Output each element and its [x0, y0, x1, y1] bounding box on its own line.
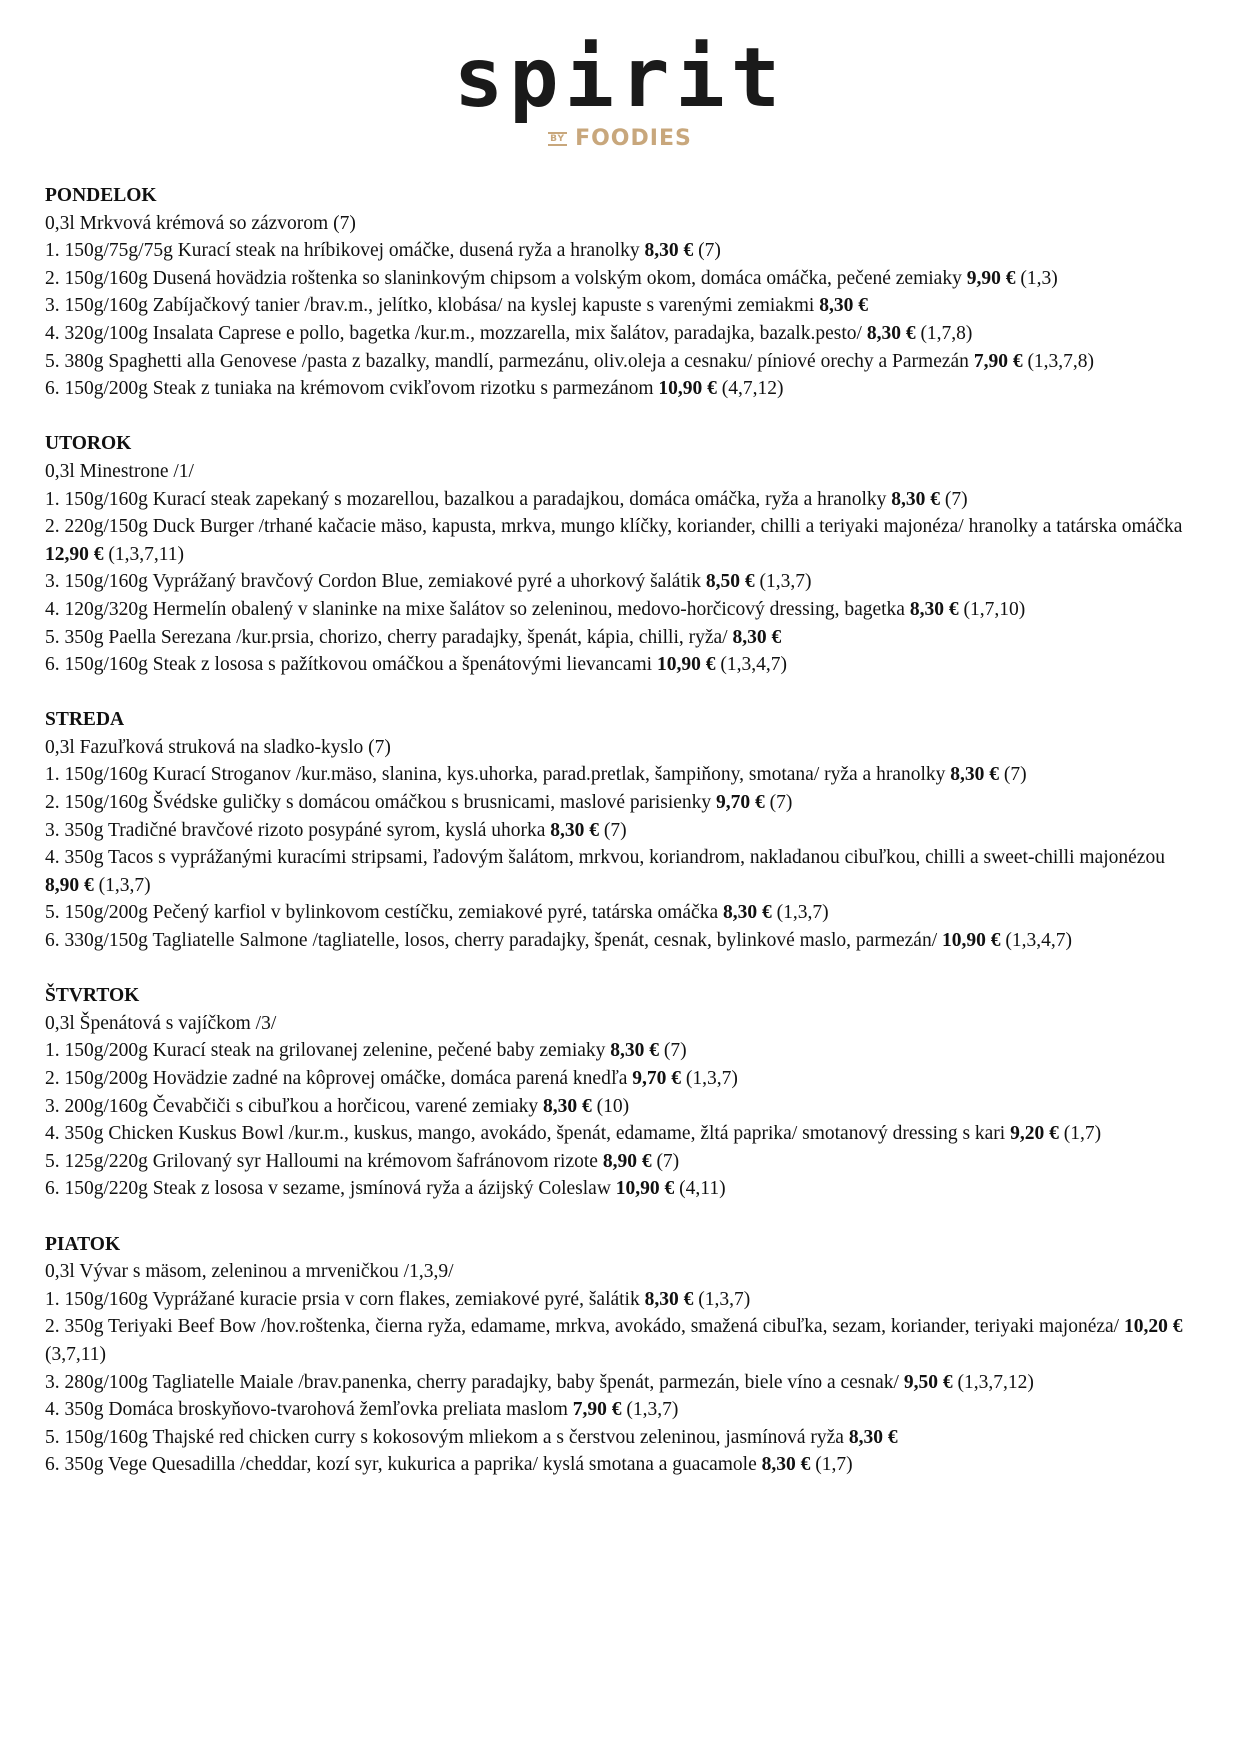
item-allergens: (1,3,7) [621, 1399, 679, 1421]
item-allergens: (7) [940, 488, 968, 510]
menu-item [45, 292, 1200, 320]
menu-item [45, 899, 1200, 927]
item-price: 8,90 € [45, 874, 94, 896]
item-allergens: (1,3,7) [754, 571, 812, 593]
item-allergens: (7) [659, 1040, 687, 1062]
item-allergens: (7) [764, 792, 793, 814]
soup-line: 0,3l Špenátová s vajíčkom /3/ [45, 1012, 277, 1034]
item-text: 6. 150g/220g Steak z lososa v sezame, jsmínová ryža a ázijský Coleslaw [45, 1178, 616, 1200]
item-price: 8,30 € [866, 322, 916, 344]
item-text: 3. 350g Tradičné bravčové rizoto posypáné syrom, kyslá uhorka [45, 819, 551, 841]
item-allergens: (1,7) [1058, 1123, 1102, 1145]
item-text: 4. 350g Tacos s vyprážanými kuracími stripsami, ľadovým šalátom, mrkvou, koriandrom, nakladanou cibuľkou, chilli a sweet-chilli majonézou [45, 847, 1165, 869]
brand-foodies: FOODIES [575, 126, 692, 151]
item-text: 1. 150g/75g/75g Kurací steak na hríbikovej omáčke, dusená ryža a hranolky [45, 240, 645, 262]
item-allergens: (1,3,7,12) [952, 1371, 1034, 1393]
item-text: 1. 150g/160g Vyprážané kuracie prsia v corn flakes, zemiakové pyré, šalátik [45, 1288, 645, 1310]
item-allergens: (1,7) [810, 1454, 853, 1476]
menu-item [45, 1120, 1200, 1148]
item-allergens: (3,7,11) [45, 1343, 107, 1365]
day-title: PIATOK [45, 1233, 121, 1255]
item-price: 9,90 € [966, 267, 1016, 289]
item-text: 1. 150g/160g Kurací steak zapekaný s mozarellou, bazalkou a paradajkou, domáca omáčka, ryža a hranolky [45, 488, 892, 510]
item-price: 8,90 € [602, 1150, 652, 1172]
item-price: 10,90 € [656, 654, 716, 676]
menu-item [45, 1093, 1200, 1121]
item-price: 9,70 € [716, 792, 765, 814]
item-price: 12,90 € [45, 543, 104, 565]
brand-subtitle [0, 128, 1240, 150]
item-price: 8,30 € [950, 764, 1000, 786]
item-price: 8,30 € [644, 1288, 694, 1310]
item-price: 7,90 € [973, 350, 1023, 372]
item-price: 9,20 € [1010, 1123, 1059, 1145]
item-allergens: (1,3,7,11) [103, 543, 185, 565]
day-title: ŠTVRTOK [45, 985, 140, 1007]
item-text: 4. 120g/320g Hermelín obalený v slaninke na mixe šalátov so zeleninou, medovo-horčicový dressing, bagetka [45, 598, 910, 620]
menu-item [45, 513, 1200, 568]
item-text: 1. 150g/160g Kurací Stroganov /kur.mäso, slanina, kys.uhorka, parad.pretlak, šampiňony, smotana/ ryža a hranolky [45, 764, 951, 786]
weekly-menu [45, 182, 1200, 1507]
menu-item [45, 320, 1200, 348]
item-text: 2. 150g/200g Hovädzie zadné na kôprovej omáčke, domáca parená knedľa [45, 1068, 633, 1089]
item-price: 7,90 € [572, 1399, 622, 1421]
menu-item [45, 1369, 1200, 1397]
item-text: 6. 330g/150g Tagliatelle Salmone /tagliatelle, losos, cherry paradajky, špenát, cesnak, bylinkové maslo, parmezán/ [45, 930, 942, 952]
item-text: 6. 150g/200g Steak z tuniaka na krémovom cvikľovom rizotku s parmezánom [45, 378, 659, 400]
brand-by: BY [550, 134, 566, 144]
item-price: 8,50 € [705, 571, 755, 593]
item-price: 9,70 € [632, 1068, 682, 1089]
menu-item [45, 375, 1200, 403]
menu-item [45, 817, 1200, 845]
menu-item [45, 651, 1200, 679]
menu-item [45, 1065, 1200, 1093]
menu-item [45, 596, 1200, 624]
item-allergens: (7) [693, 240, 721, 262]
item-price: 8,30 € [644, 240, 694, 262]
item-text: 1. 150g/200g Kurací steak na grilovanej zelenine, pečené baby zemiaky [45, 1040, 611, 1062]
item-allergens: (7) [599, 819, 627, 841]
day-section-utorok [45, 430, 1200, 678]
brand-name: spirit [453, 31, 787, 126]
item-allergens: (4,7,12) [716, 378, 784, 400]
menu-item [45, 1175, 1200, 1203]
item-price: 10,90 € [615, 1178, 675, 1200]
day-section-pondelok [45, 182, 1200, 403]
menu-item [45, 237, 1200, 265]
menu-item [45, 486, 1200, 514]
item-price: 8,30 € [542, 1095, 592, 1117]
item-price: 8,30 € [819, 295, 868, 317]
item-text: 5. 150g/160g Thajské red chicken curry s kokosovým mliekom a s čerstvou zeleninou, jasmínová ryža [45, 1426, 849, 1448]
item-allergens: (1,3,4,7) [1000, 930, 1072, 952]
menu-item [45, 927, 1200, 955]
soup-line: 0,3l Mrkvová krémová so zázvorom (7) [45, 212, 356, 234]
item-allergens: (1,3,7) [93, 874, 151, 896]
menu-item [45, 1396, 1200, 1424]
item-price: 8,30 € [550, 819, 600, 841]
menu-item [45, 1037, 1200, 1065]
item-price: 8,30 € [732, 626, 782, 648]
item-allergens: (7) [651, 1150, 680, 1172]
item-allergens: (1,7,10) [958, 598, 1026, 620]
item-text: 2. 220g/150g Duck Burger /trhané kačacie mäso, kapusta, mrkva, mungo klíčky, koriander, chilli a teriyaki majonéza/ hranolky a tatárska omáčka [45, 516, 1183, 538]
item-text: 4. 350g Chicken Kuskus Bowl /kur.m., kuskus, mango, avokádo, špenát, edamame, žltá paprika/ smotanový dressing s kari [45, 1123, 1011, 1145]
item-text: 5. 150g/200g Pečený karfiol v bylinkovom cestíčku, zemiakové pyré, tatárska omáčka [45, 902, 723, 924]
menu-item [45, 1451, 1200, 1479]
menu-item [45, 1313, 1200, 1368]
soup-line: 0,3l Vývar s mäsom, zeleninou a mrveničkou /1,3,9/ [45, 1261, 454, 1283]
item-allergens: (4,11) [674, 1178, 726, 1200]
item-price: 8,30 € [610, 1040, 660, 1062]
menu-item [45, 1424, 1200, 1452]
brand-logo [0, 31, 1240, 126]
item-text: 3. 200g/160g Čevabčiči s cibuľkou a horčicou, varené zemiaky [45, 1095, 543, 1117]
item-text: 3. 150g/160g Vyprážaný bravčový Cordon Blue, zemiakové pyré a uhorkový šalátik [45, 571, 706, 593]
day-section-streda [45, 706, 1200, 954]
item-allergens: (1,3) [1015, 267, 1058, 289]
item-allergens: (1,3,4,7) [715, 654, 787, 676]
item-allergens: (1,3,7,8) [1022, 350, 1095, 372]
item-text: 5. 350g Paella Serezana /kur.prsia, chorizo, cherry paradajky, špenát, kápia, chilli, ryža/ [45, 626, 733, 648]
item-price: 8,30 € [761, 1454, 811, 1476]
soup-line: 0,3l Minestrone /1/ [45, 460, 194, 482]
item-price: 10,20 € [1123, 1316, 1183, 1338]
day-title: STREDA [45, 709, 125, 731]
item-text: 4. 350g Domáca broskyňovo-tvarohová žemľovka preliata maslom [45, 1399, 573, 1421]
day-title: PONDELOK [45, 185, 157, 206]
menu-item [45, 844, 1200, 899]
item-allergens: (1,3,7) [693, 1288, 751, 1310]
menu-item [45, 348, 1200, 376]
item-price: 9,50 € [903, 1371, 953, 1393]
day-section-piatok [45, 1231, 1200, 1479]
menu-item [45, 265, 1200, 293]
item-text: 6. 150g/160g Steak z lososa s pažítkovou omáčkou a špenátovými lievancami [45, 654, 657, 676]
item-text: 2. 150g/160g Švédske guličky s domácou omáčkou s brusnicami, maslové parisienky [45, 792, 717, 814]
item-text: 2. 150g/160g Dusená hovädzia roštenka so slaninkovým chipsom a volským okom, domáca omáčka, pečené zemiaky [45, 267, 967, 289]
item-text: 3. 280g/100g Tagliatelle Maiale /brav.panenka, cherry paradajky, baby špenát, parmezán, biele víno a cesnak/ [45, 1371, 904, 1393]
item-price: 10,90 € [658, 378, 717, 400]
item-text: 5. 380g Spaghetti alla Genovese /pasta z bazalky, mandlí, parmezánu, oliv.oleja a cesnaku/ píniové orechy a Parmezán [45, 350, 974, 372]
item-allergens: (1,3,7) [771, 902, 829, 924]
menu-item [45, 624, 1200, 652]
item-price: 8,30 € [848, 1426, 898, 1448]
item-price: 8,30 € [891, 488, 941, 510]
item-price: 8,30 € [722, 902, 772, 924]
item-price: 8,30 € [909, 598, 959, 620]
item-allergens: (1,7,8) [915, 322, 973, 344]
menu-item [45, 761, 1200, 789]
item-allergens: (1,3,7) [681, 1068, 738, 1089]
menu-item [45, 789, 1200, 817]
item-allergens: (10) [591, 1095, 630, 1117]
soup-line: 0,3l Fazuľková struková na sladko-kyslo (7) [45, 736, 391, 758]
menu-item [45, 568, 1200, 596]
day-section-stvrtok [45, 982, 1200, 1203]
item-price: 10,90 € [942, 930, 1001, 952]
item-text: 5. 125g/220g Grilovaný syr Halloumi na krémovom šafránovom rizote [45, 1150, 603, 1172]
item-text: 3. 150g/160g Zabíjačkový tanier /brav.m., jelítko, klobása/ na kyslej kapuste s varenými zemiakmi [45, 295, 820, 317]
item-text: 2. 350g Teriyaki Beef Bow /hov.roštenka, čierna ryža, edamame, mrkva, avokádo, smažená cibuľka, sezam, koriander, teriyaki majonéza/ [45, 1316, 1124, 1338]
day-title: UTOROK [45, 433, 132, 455]
item-text: 4. 320g/100g Insalata Caprese e pollo, bagetka /kur.m., mozzarella, mix šalátov, paradajka, bazalk.pesto/ [45, 322, 867, 344]
item-allergens: (7) [999, 764, 1027, 786]
menu-item [45, 1286, 1200, 1314]
item-text: 6. 350g Vege Quesadilla /cheddar, kozí syr, kukurica a paprika/ kyslá smotana a guacamole [45, 1454, 762, 1476]
menu-item [45, 1148, 1200, 1176]
